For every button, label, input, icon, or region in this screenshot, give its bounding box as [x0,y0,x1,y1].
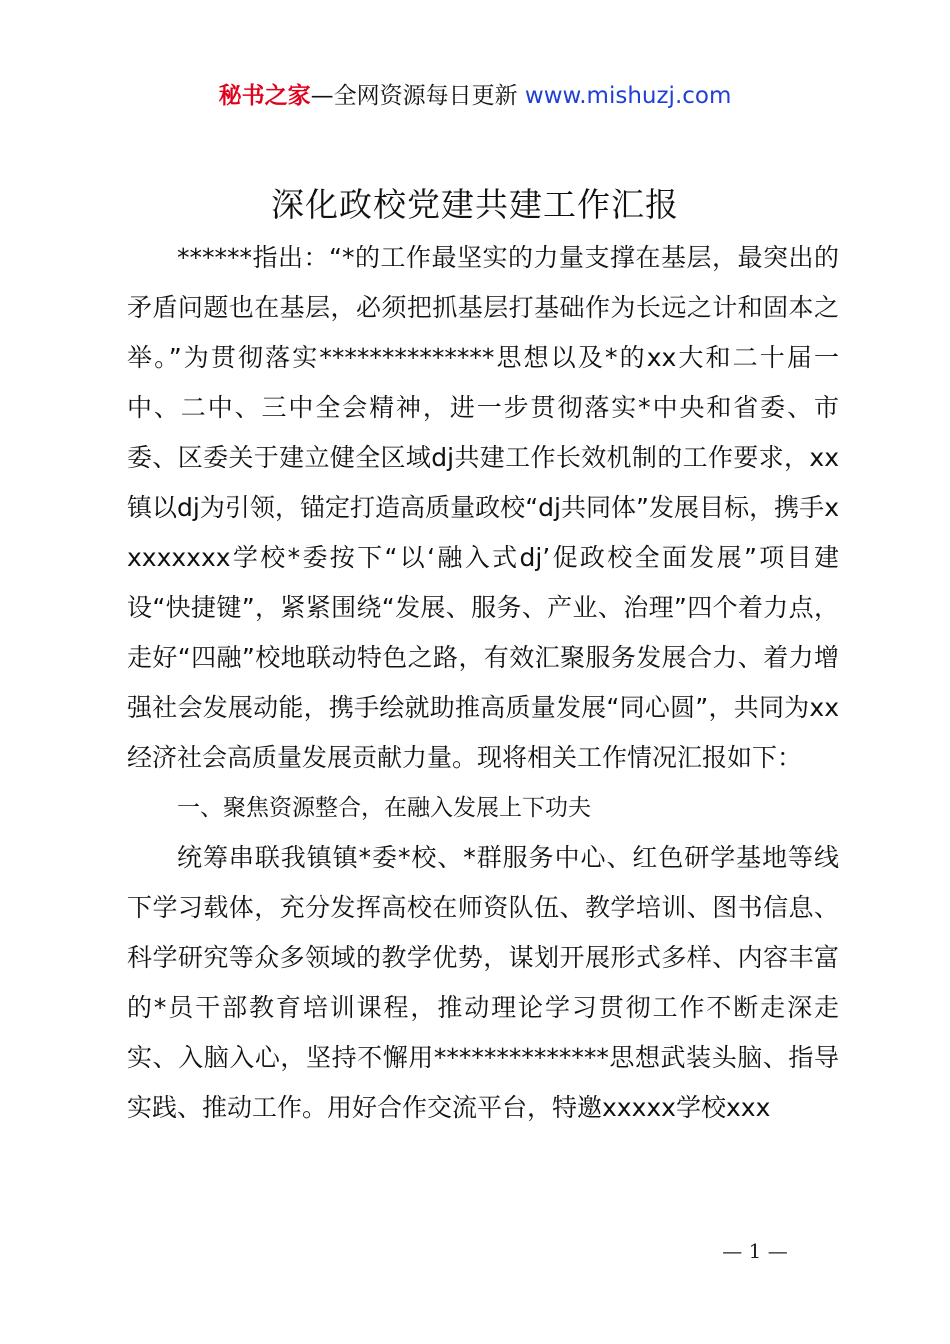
document-title: 深化政校党建共建工作汇报 [271,185,679,224]
section-heading: 一、聚焦资源整合，在融入发展上下功夫 [177,795,591,821]
page-number: — 1 — [722,1239,788,1263]
site-header [0,80,950,112]
site-brand: 秘书之家 [218,83,311,109]
body-paragraph-intro: ******指出：“*的工作最坚实的力量支撑在基层，最突出的矛盾问题也在基层，必须把抓基层打基础作为长远之计和固本之举。”为贯彻落实**************思想以及*的xx大和二十届一中、二中、三中全会精神，进一步贯彻落实*中央和省委、市委、区委关于建立健全区域dj共建工作长效机制的工作要求，xx镇以dj为引领，锚定打造高质量政校“dj共同体”发展目标，携手xxxxxxxx学校*委按下“以‘融入式dj’促政校全面发展”项目建设“快捷键”，紧紧围绕“发展、服务、产业、治理”四个着力点，走好“四融”校地联动特色之路，有效汇聚服务发展合力、着力增强社会发展动能，携手绘就助推高质量发展“同心圆”，共同为xx经济社会高质量发展贡献力量。现将相关工作情况汇报如下： [127,243,839,772]
site-url-link[interactable]: www.mishuzj.com [524,83,732,109]
site-tagline: —全网资源每日更新 [310,83,525,109]
body-paragraph-section-one: 统筹串联我镇镇*委*校、*群服务中心、红色研学基地等线下学习载体，充分发挥高校在师资队伍、教学培训、图书信息、科学研究等众多领域的教学优势，谋划开展形式多样、内容丰富的*员干部教育培训课程，推动理论学习贯彻工作不断走深走实、入脑入心，坚持不懈用**************思想武装头脑、指导实践、推动工作。用好合作交流平台，特邀xxxxx学校xxx [127,843,839,1122]
document-body [127,233,839,1133]
